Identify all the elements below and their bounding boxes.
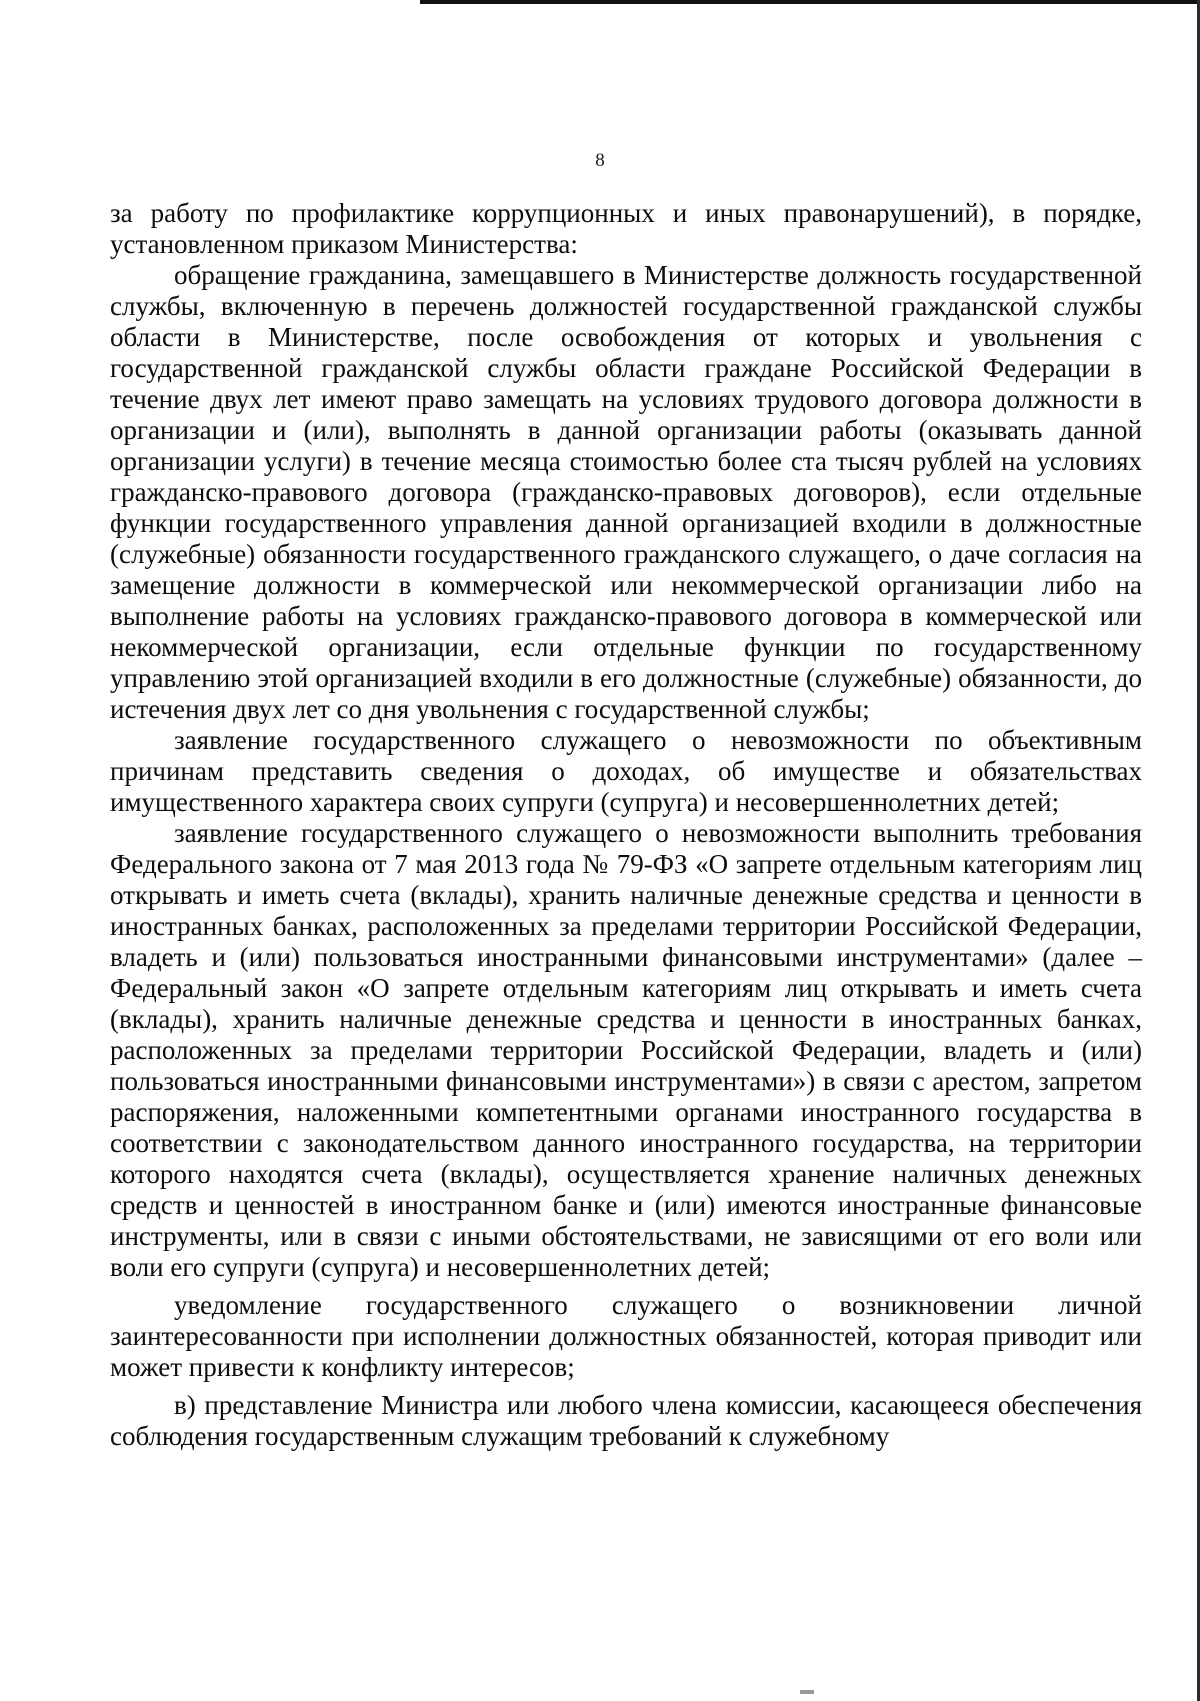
paragraph-minister-submission: в) представление Министра или любого члена комиссии, касающееся обеспечения соблюдения государственным служащим требований к служебному [110, 1390, 1142, 1451]
paragraph-foreign-accounts-statement: заявление государственного служащего о невозможности выполнить требования Федерального закона от 7 мая 2013 года № 79-ФЗ «О запрете отдельным категориям лиц открывать и иметь счета (вклады), хранить наличные денежные средства и ценности в иностранных банках, расположенных за пределами территории Российской Федерации, владеть и (или) пользоваться иностранными финансовыми инструментами» (далее – Федеральный закон «О запрете отдельным категориям лиц открывать и иметь счета (вклады), хранить наличные денежные средства и ценности в иностранных банках, расположенных за пределами территории Российской Федерации, владеть и (или) пользоваться иностранными финансовыми инструментами») в связи с арестом, запретом распоряжения, наложенными компетентными органами иностранного государства в соответствии с законодательством данного иностранного государства, на территории которого находятся счета (вклады), осуществляется хранение наличных денежных средств и ценностей в иностранном банке и (или) имеются иностранные финансовые инструменты, или в связи с иными обстоятельствами, не зависящими от его воли или воли его супруги (супруга) и несовершеннолетних детей; [110, 818, 1142, 1282]
paragraph-continuation: за работу по профилактике коррупционных и иных правонарушений), в порядке, установленном приказом Министерства: [110, 198, 1142, 259]
document-body [110, 198, 1142, 1452]
paragraph-citizen-appeal: обращение гражданина, замещавшего в Министерстве должность государственной службы, включенную в перечень должностей государственной гражданской службы области в Министерстве, после освобождения от которых и увольнения с государственной гражданской службы области граждане Российской Федерации в течение двух лет имеют право замещать на условиях трудового договора должности в организации и (или), выполнять в данной организации работы (оказывать данной организации услуги) в течение месяца стоимостью более ста тысяч рублей на условиях гражданско-правового договора (гражданско-правовых договоров), если отдельные функции государственного управления данной организацией входили в должностные (служебные) обязанности государственного гражданского служащего, о даче согласия на замещение должности в коммерческой или некоммерческой организации либо на выполнение работы на условиях гражданско-правового договора в коммерческой или некоммерческой организации, если отдельные функции по государственному управлению этой организацией входили в его должностные (служебные) обязанности, до истечения двух лет со дня увольнения с государственной службы; [110, 260, 1142, 724]
scan-edge-top [420, 0, 1200, 4]
page-number: 8 [595, 150, 605, 171]
scan-speck [800, 1690, 814, 1694]
paragraph-conflict-notice: уведомление государственного служащего о возникновении личной заинтересованности при исполнении должностных обязанностей, которая приводит или может привести к конфликту интересов; [110, 1290, 1142, 1382]
paragraph-income-statement: заявление государственного служащего о невозможности по объективным причинам представить сведения о доходах, об имуществе и обязательствах имущественного характера своих супруги (супруга) и несовершеннолетних детей; [110, 725, 1142, 817]
